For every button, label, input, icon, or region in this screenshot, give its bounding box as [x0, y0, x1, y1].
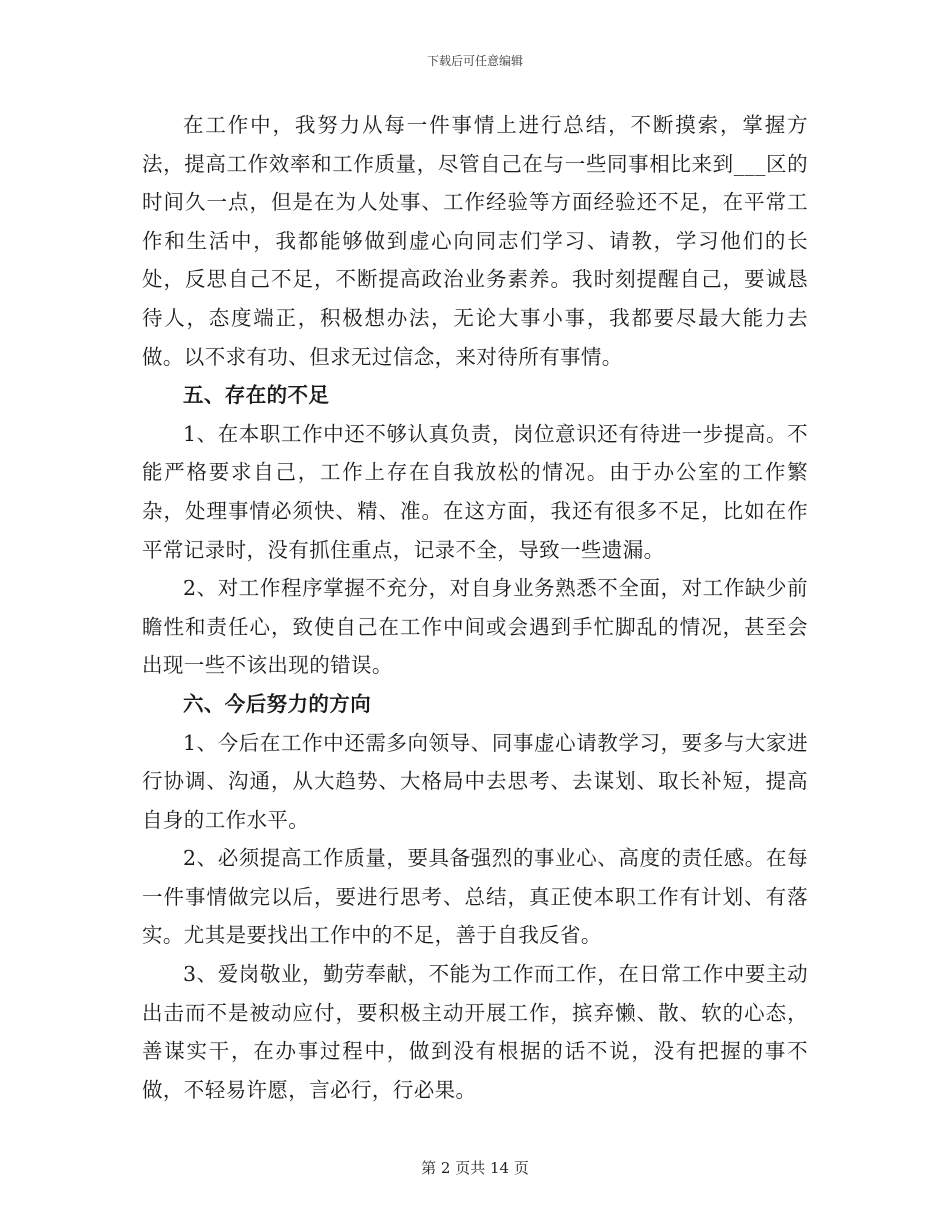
page-number: 第 2 页共 14 页: [421, 1159, 529, 1177]
document-body: [142, 106, 808, 1109]
section-heading-shortcomings: 五、存在的不足: [183, 383, 330, 408]
section-heading-future-direction: 六、今后努力的方向: [183, 691, 372, 716]
paragraph-direction-3: 3、爱岗敬业，勤劳奉献，不能为工作而工作，在日常工作中要主动出击而不是被动应付，要积极主动开展工作，摈弃懒、散、软的心态，善谋实干，在办事过程中，做到没有根据的话不说，没有把握的事不做，不轻易许愿，言必行，行必果。: [142, 962, 808, 1102]
paragraph-shortcoming-1: 1、在本职工作中还不够认真负责，岗位意识还有待进一步提高。不能严格要求自己，工作上存在自我放松的情况。由于办公室的工作繁杂，处理事情必须快、精、准。在这方面，我还有很多不足，比如在作平常记录时，没有抓住重点，记录不全，导致一些遗漏。: [142, 421, 808, 562]
paragraph-direction-1: 1、今后在工作中还需多向领导、同事虚心请教学习，要多与大家进行协调、沟通，从大趋势、大格局中去思考、去谋划、取长补短，提高自身的工作水平。: [142, 730, 808, 832]
paragraph-work-summary: 在工作中，我努力从每一件事情上进行总结，不断摸索，掌握方法，提高工作效率和工作质量，尽管自己在与一些同事相比来到___区的时间久一点，但是在为人处事、工作经验等方面经验还不足，在平常工作和生活中，我都能够做到虚心向同志们学习、请教，学习他们的长处，反思自己不足，不断提高政治业务素养。我时刻提醒自己，要诚恳待人，态度端正，积极想办法，无论大事小事，我都要尽最大能力去做。以不求有功、但求无过信念，来对待所有事情。: [142, 113, 808, 369]
paragraph-shortcoming-2: 2、对工作程序掌握不充分，对自身业务熟悉不全面，对工作缺少前瞻性和责任心，致使自己在工作中间或会遇到手忙脚乱的情况，甚至会出现一些不该出现的错误。: [142, 576, 808, 678]
paragraph-direction-2: 2、必须提高工作质量，要具备强烈的事业心、高度的责任感。在每一件事情做完以后，要进行思考、总结，真正使本职工作有计划、有落实。尤其是要找出工作中的不足，善于自我反省。: [142, 846, 808, 948]
page-header: 下载后可任意编辑: [426, 54, 523, 68]
